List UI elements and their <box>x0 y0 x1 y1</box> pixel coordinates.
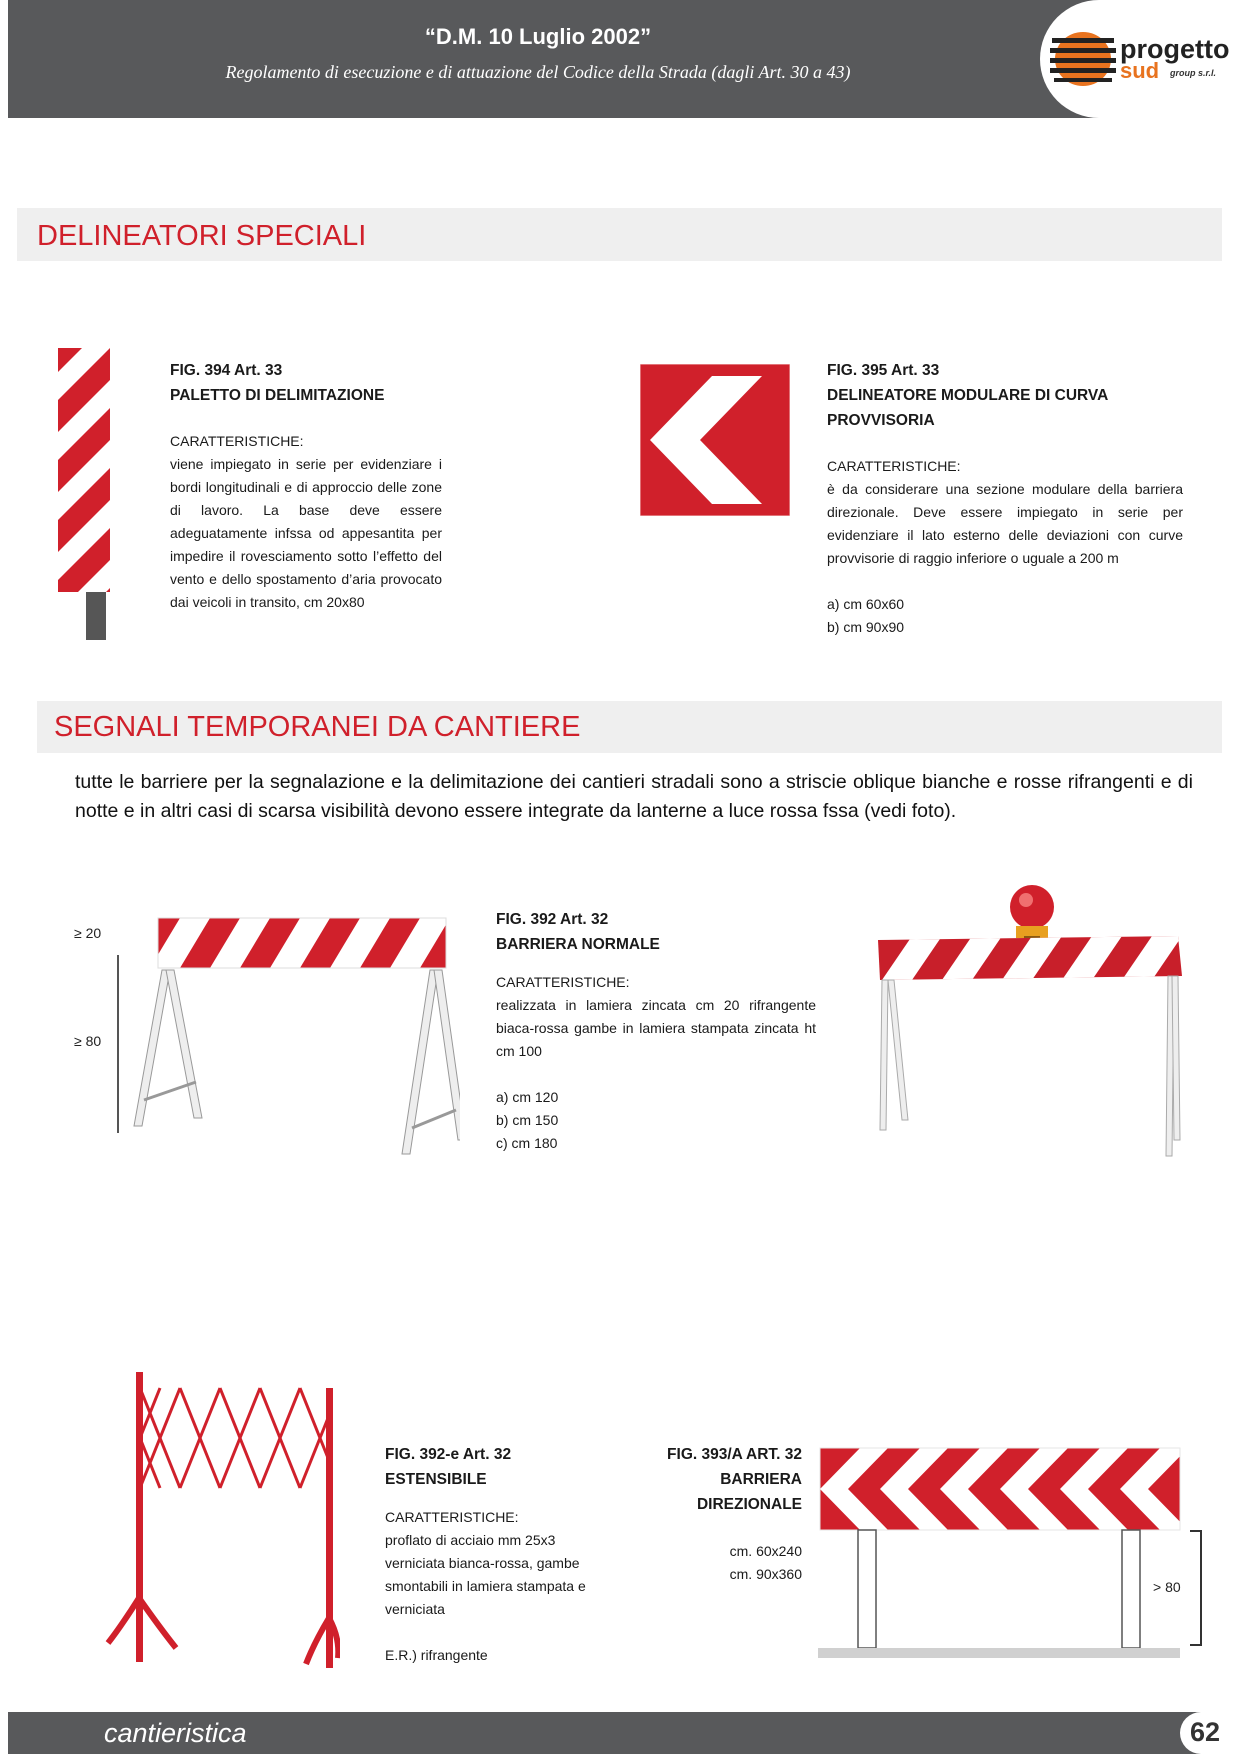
fig392-dim-line <box>117 955 119 1133</box>
fig392-dim-bottom: ≥ 80 <box>74 1033 102 1049</box>
fig393a-name-line2: DIREZIONALE <box>696 1496 802 1513</box>
footer-label: cantieristica <box>104 1718 247 1748</box>
header-title: “D.M. 10 Luglio 2002” <box>424 24 652 49</box>
fig395-size-b: b) cm 90x90 <box>827 619 905 635</box>
section-intro-text: tutte le barriere per la segnalazione e la delimitazione dei cantieri stradali sono a striscie oblique bianche e rosse rifrangenti e di notte e in altri casi di scarsa visibilità devono essere integrate da lanterne a luce rossa fssa (vedi foto). <box>75 771 1193 822</box>
fig394-char-label: CARATTERISTICHE: <box>170 433 304 449</box>
barriera-direzionale-illustration <box>818 1446 1183 1661</box>
page-number: 62 <box>1190 1717 1221 1747</box>
fig395-title: FIG. 395 Art. 33 <box>827 362 940 379</box>
fig392-char-label: CARATTERISTICHE: <box>496 974 630 990</box>
fig392-name: BARRIERA NORMALE <box>496 936 660 953</box>
section-title-delineatori: DELINEATORI SPECIALI <box>37 220 367 252</box>
fig392e-title: FIG. 392-e Art. 32 <box>385 1446 512 1463</box>
header-subtitle: Regolamento di esecuzione e di attuazione del Codice della Strada (dagli Art. 30 a 43) <box>225 62 851 82</box>
fig395-size-a: a) cm 60x60 <box>827 596 905 612</box>
fig393a-title: FIG. 393/A ART. 32 <box>667 1446 802 1463</box>
fig392-size-a: a) cm 120 <box>496 1089 559 1105</box>
logo-name: progetto <box>1120 34 1230 64</box>
fig393a-dim: > 80 <box>1153 1579 1181 1595</box>
fig392e-name: ESTENSIBILE <box>385 1471 487 1488</box>
fig392e-note: E.R.) rifrangente <box>385 1647 488 1663</box>
fig394-title: FIG. 394 Art. 33 <box>170 362 283 379</box>
paletto-delimitazione-illustration <box>58 348 110 640</box>
fig392-title: FIG. 392 Art. 32 <box>496 911 609 928</box>
fig392e-text: proflato di acciaio mm 25x3 verniciata bianca-rossa, gambe smontabili in lamiera stampata e verniciata <box>385 1532 586 1617</box>
fig392-text: realizzata in lamiera zincata cm 20 rifrangente biaca-rossa gambe in lamiera stampata zincata ht cm 100 <box>496 997 816 1059</box>
fig393a-name-line1: BARRIERA <box>720 1471 802 1488</box>
fig393a-size-b: cm. 90x360 <box>729 1566 802 1582</box>
barriera-estensibile-illustration <box>100 1368 340 1678</box>
fig392-size-c: c) cm 180 <box>496 1135 558 1151</box>
barriera-normale-illustration <box>130 910 460 1160</box>
fig393a-dim-bracket <box>1190 1530 1202 1646</box>
logo-globe-icon <box>1048 28 1118 90</box>
fig394-text: viene impiegato in serie per evidenziare i bordi longitudinali e di approccio delle zone di lavoro. La base deve essere adeguatamente infssa od appesantita per impedire il rovesciamento sotto l’effetto del vento e dello spostamento d’aria provocato dai veicoli in transito, cm 20x80 <box>170 456 442 610</box>
delineatore-modulare-illustration <box>640 364 790 516</box>
fig392e-char-label: CARATTERISTICHE: <box>385 1509 519 1525</box>
fig393a-size-a: cm. 60x240 <box>729 1543 802 1559</box>
fig392-dim-top: ≥ 20 <box>74 925 102 941</box>
fig394-name: PALETTO DI DELIMITAZIONE <box>170 387 385 404</box>
fig395-name: DELINEATORE MODULARE DI CURVA PROVVISORIA <box>827 387 1108 429</box>
fig395-text: è da considerare una sezione modulare della barriera direzionale. Deve essere impiegato in serie per evidenziare il lato esterno delle deviazioni con curve provvisorie di raggio inferiore o uguale a 200 m <box>827 481 1183 566</box>
section-title-segnali: SEGNALI TEMPORANEI DA CANTIERE <box>54 711 581 743</box>
fig395-char-label: CARATTERISTICHE: <box>827 458 961 474</box>
logo-group: group s.r.l. <box>1170 68 1217 78</box>
barriera-lanterna-photo <box>868 880 1188 1160</box>
logo-sub: sud <box>1120 58 1160 83</box>
fig392-size-b: b) cm 150 <box>496 1112 559 1128</box>
